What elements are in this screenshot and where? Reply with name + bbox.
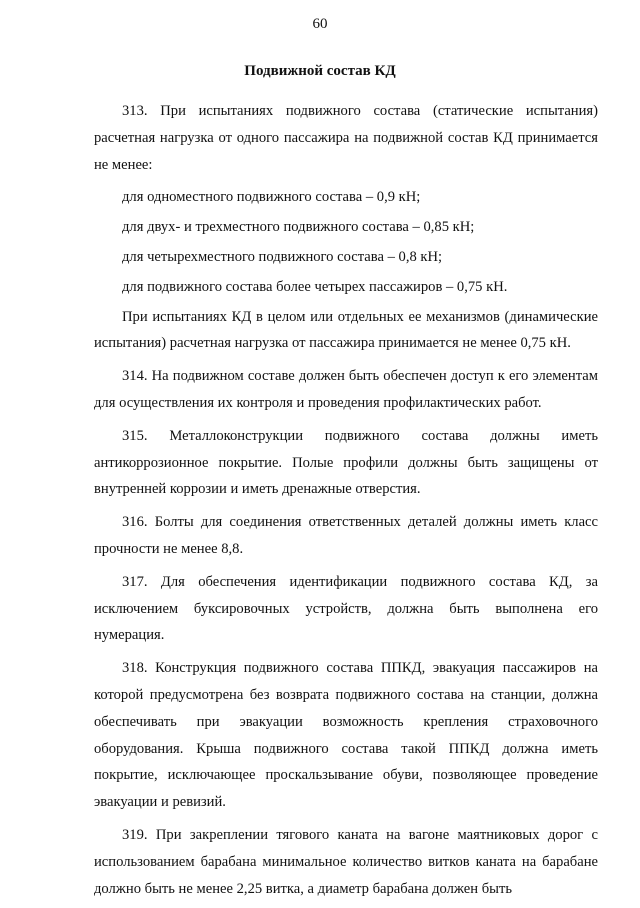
paragraph-313: 313. При испытаниях подвижного состава (статические испытания) расчетная нагрузка от одного пассажира на подвижной состав КД принимается не менее:	[94, 103, 598, 173]
list-item-more-than-four: для подвижного состава более четырех пассажиров – 0,75 кН.	[122, 278, 508, 295]
paragraph-315: 315. Металлоконструкции подвижного состава должны иметь антикоррозионное покрытие. Полые профили должны быть защищены от внутренней коррозии и иметь дренажные отверстия.	[94, 427, 598, 498]
section-title: Подвижной состав КД	[244, 63, 396, 79]
list-item-single-seat: для одноместного подвижного состава – 0,9 кН;	[122, 189, 421, 206]
page-number: 60	[312, 16, 328, 32]
body-text	[94, 98, 598, 908]
paragraph-318: 318. Конструкция подвижного состава ППКД, эвакуация пассажиров на которой предусмотрена без возврата подвижного состава на станции, должна обеспечивать при эвакуации возможность крепления страховочного оборудования. Крыша подвижного состава такой ППКД должна иметь покрытие, исключающее проскальзывание обуви, позволяющее проведение эвакуации и ревизий.	[94, 660, 598, 811]
paragraph-319: 319. При закреплении тягового каната на вагоне маятниковых дорог с использованием барабана минимальное количество витков каната на барабане должно быть не менее 2,25 витка, а диаметр барабана должен быть	[94, 826, 598, 897]
list-item-four-seat: для четырехместного подвижного состава – 0,8 кН;	[122, 248, 443, 265]
paragraph-317: 317. Для обеспечения идентификации подвижного состава КД, за исключением буксировочных устройств, должна быть выполнена его нумерация.	[94, 573, 598, 644]
paragraph-314: 314. На подвижном составе должен быть обеспечен доступ к его элементам для осуществления их контроля и проведения профилактических работ.	[94, 368, 598, 411]
list-item-two-three-seat: для двух- и трехместного подвижного состава – 0,85 кН;	[122, 219, 475, 236]
paragraph-dynamic-tests: При испытаниях КД в целом или отдельных ее механизмов (динамические испытания) расчетная нагрузка от пассажира принимается не менее 0,75 кН.	[94, 308, 598, 352]
paragraph-316: 316. Болты для соединения ответственных деталей должны иметь класс прочности не менее 8,8.	[94, 514, 598, 557]
